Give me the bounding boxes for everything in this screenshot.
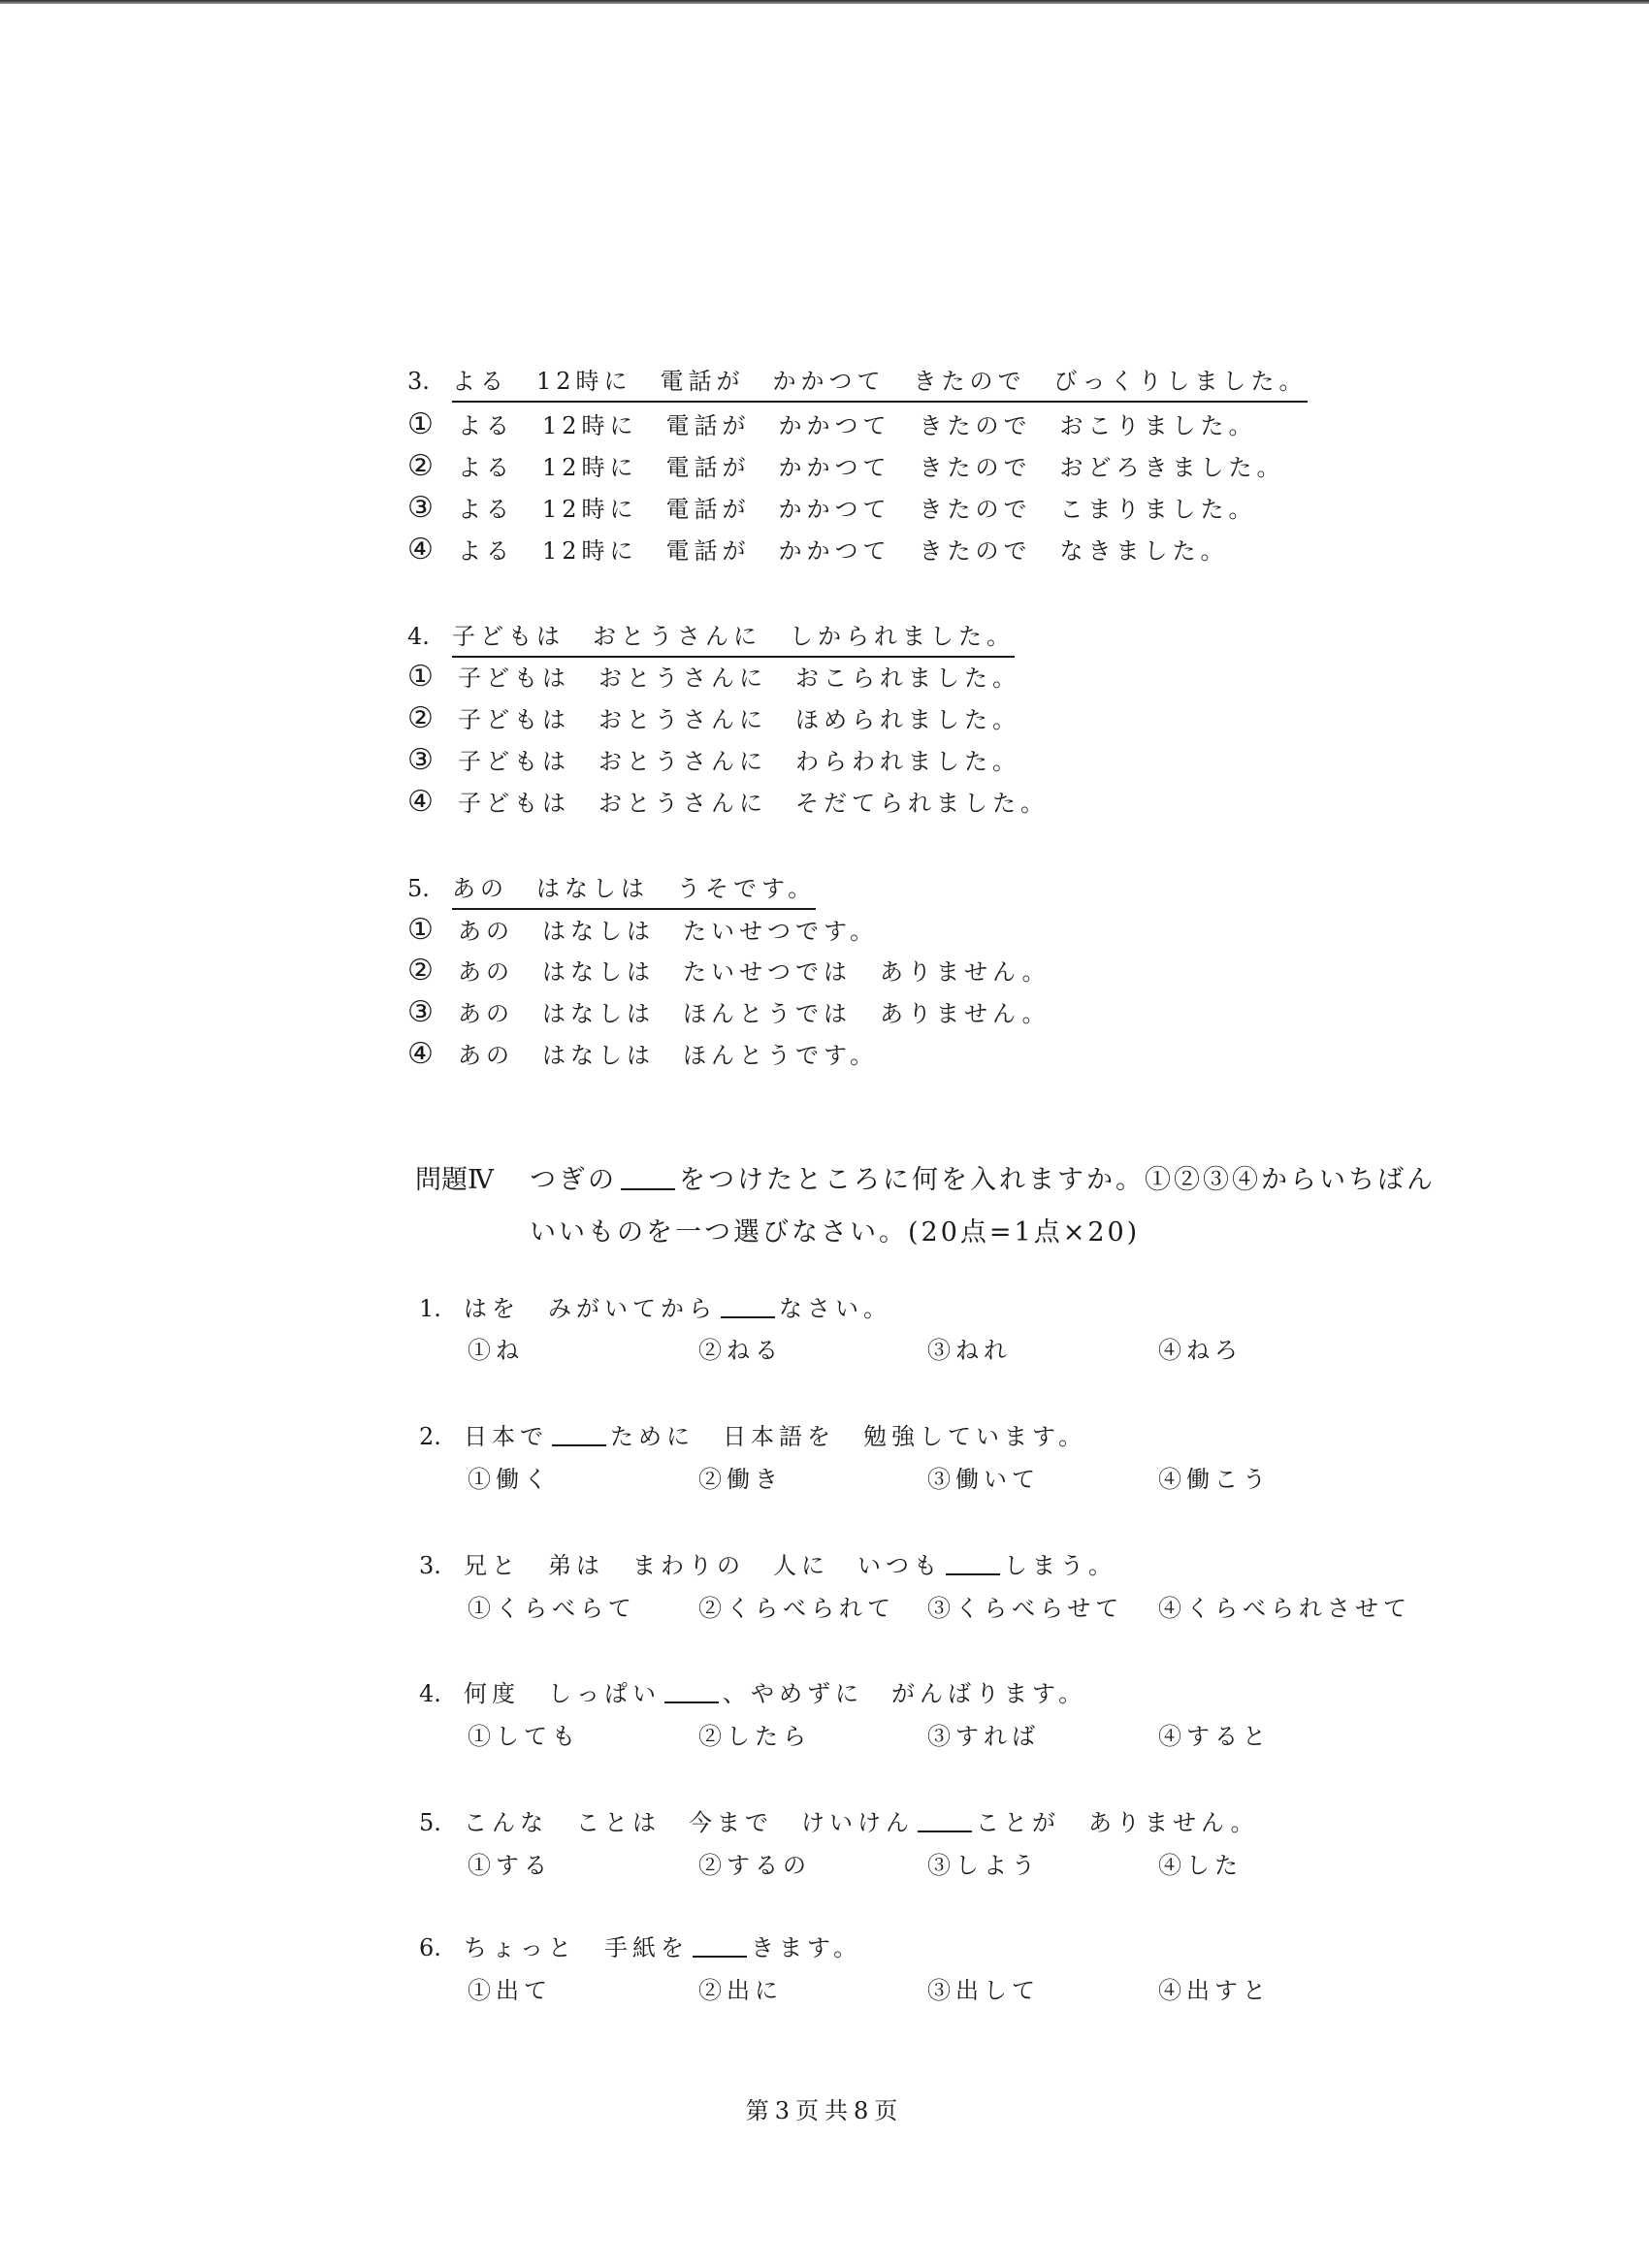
option: ④した [1158, 1852, 1243, 1879]
stem-after: きます。 [751, 1934, 862, 1961]
scan-edge [0, 0, 1649, 4]
question-stem [419, 1676, 1086, 1711]
choice-mark: ③ [407, 491, 434, 525]
stem-after: 、やめずに がんばります。 [723, 1680, 1087, 1707]
stem-after: ために 日本語を 勉強しています。 [610, 1423, 1087, 1450]
instruction-line-1 [415, 1154, 1436, 1207]
choice-text: よる 12時に 電話が かかつて きたので なきました。 [458, 537, 1229, 565]
choice-text: よる 12時に 電話が かかつて きたので こまりました。 [458, 496, 1257, 523]
stem-before: ちょっと 手紙を [464, 1934, 689, 1961]
stem-before: こんな ことは 今まで けいけん [464, 1809, 914, 1836]
choice-mark: ④ [407, 785, 434, 819]
option: ④ねろ [1158, 1337, 1243, 1364]
choice-mark: ③ [407, 743, 434, 777]
question-stem [419, 1291, 891, 1326]
answer-choice [407, 701, 1020, 737]
choice-text: よる 12時に 電話が かかつて きたので おこりました。 [458, 412, 1257, 439]
answer-choice [407, 954, 1050, 989]
instruction-line-2: いいものを一つ選びなさい。(20点=1点×20) [530, 1217, 1141, 1247]
option: ②働き [698, 1466, 783, 1493]
option: ①ね [468, 1337, 524, 1364]
choice-text: あの はなしは たいせつです。 [458, 918, 879, 945]
option: ②出に [698, 1977, 783, 2004]
option: ②するの [698, 1852, 811, 1879]
stem-after: なさい。 [779, 1295, 891, 1322]
answer-choice [407, 660, 1020, 696]
choice-text: 子どもは おとうさんに そだてられました。 [458, 790, 1049, 817]
stem-after: ことが ありません。 [976, 1809, 1259, 1836]
answer-blank [693, 1956, 747, 1958]
stem-after: しまう。 [1004, 1552, 1116, 1579]
answer-choice [407, 533, 1229, 568]
choice-text: あの はなしは ほんとうでは ありません。 [458, 1000, 1051, 1027]
choice-mark: ① [407, 660, 434, 694]
option: ①働く [468, 1466, 552, 1493]
question-stem [419, 1419, 1086, 1454]
question-stem [407, 871, 816, 910]
option: ②したら [698, 1723, 811, 1750]
answer-choice [407, 995, 1050, 1031]
choice-text: あの はなしは たいせつでは ありません。 [458, 958, 1051, 986]
answer-choice [407, 1037, 878, 1073]
choice-text: 子どもは おとうさんに わらわれました。 [458, 748, 1020, 775]
question-number: 1. [419, 1295, 441, 1322]
option: ③すれば [927, 1723, 1040, 1750]
question-number: 5. [407, 875, 430, 902]
choice-mark: ④ [407, 1037, 434, 1071]
question-number: 6. [419, 1934, 441, 1961]
answer-blank [946, 1573, 1000, 1575]
option: ④働こう [1158, 1466, 1271, 1493]
answer-choice [407, 407, 1257, 443]
question-number: 4. [419, 1680, 441, 1707]
question-stem [407, 619, 1015, 658]
stem-text: よる 12時に 電話が かかつて きたので びっくりしました。 [452, 364, 1308, 403]
choice-mark: ④ [407, 533, 434, 567]
question-stem [407, 364, 1308, 403]
option: ④くらべられさせて [1158, 1595, 1411, 1622]
page-number: 第3页共8页 [745, 2097, 904, 2124]
option: ①する [468, 1852, 552, 1879]
option: ③しよう [927, 1852, 1040, 1879]
question-number: 5. [419, 1809, 441, 1836]
question-number: 3. [419, 1552, 441, 1579]
choice-mark: ① [407, 407, 434, 441]
answer-choice [407, 913, 878, 949]
option: ③出して [927, 1977, 1040, 2004]
choice-mark: ② [407, 954, 434, 988]
question-stem [419, 1805, 1258, 1840]
choice-mark: ① [407, 913, 434, 947]
option: ①くらべらて [468, 1595, 636, 1622]
choice-mark: ② [407, 449, 434, 483]
answer-choice [407, 785, 1049, 821]
stem-text: 子どもは おとうさんに しかられました。 [452, 619, 1015, 658]
question-number: 3. [407, 368, 430, 395]
choice-mark: ② [407, 701, 434, 735]
answer-blank [664, 1701, 719, 1703]
option: ②ねる [698, 1337, 783, 1364]
choice-mark: ③ [407, 995, 434, 1029]
option: ③ねれ [927, 1337, 1012, 1364]
choice-text: あの はなしは ほんとうです。 [458, 1042, 879, 1069]
answer-choice [407, 449, 1285, 485]
option: ③くらべらせて [927, 1595, 1124, 1622]
option: ①しても [468, 1723, 580, 1750]
instruction-text-a: つぎの [530, 1165, 617, 1195]
answer-blank [918, 1831, 972, 1832]
section-header [415, 1154, 1436, 1259]
stem-text: あの はなしは うそです。 [452, 871, 816, 910]
answer-blank [721, 1316, 775, 1318]
answer-choice [407, 491, 1257, 527]
option: ③働いて [927, 1466, 1040, 1493]
stem-before: 兄と 弟は まわりの 人に いつも [464, 1552, 942, 1579]
question-number: 4. [407, 623, 430, 650]
stem-before: 日本で [464, 1423, 548, 1450]
answer-choice [407, 743, 1020, 779]
instruction-text-b: をつけたところに何を入れますか。①②③④からいちばん [679, 1165, 1436, 1195]
answer-blank [552, 1444, 606, 1446]
option: ②くらべられて [698, 1595, 895, 1622]
section-label: 問題Ⅳ [415, 1165, 494, 1195]
choice-text: よる 12時に 電話が かかつて きたので おどろきました。 [458, 454, 1285, 481]
question-stem [419, 1548, 1116, 1583]
option: ④出すと [1158, 1977, 1271, 2004]
stem-before: はを みがいてから [464, 1295, 717, 1322]
stem-before: 何度 しっぱい [464, 1680, 661, 1707]
choice-text: 子どもは おとうさんに おこられました。 [458, 664, 1020, 692]
option: ①出て [468, 1977, 552, 2004]
choice-text: 子どもは おとうさんに ほめられました。 [458, 706, 1020, 733]
question-stem [419, 1930, 861, 1965]
question-number: 2. [419, 1423, 441, 1450]
option: ④すると [1158, 1723, 1271, 1750]
underline-blank [621, 1188, 675, 1190]
